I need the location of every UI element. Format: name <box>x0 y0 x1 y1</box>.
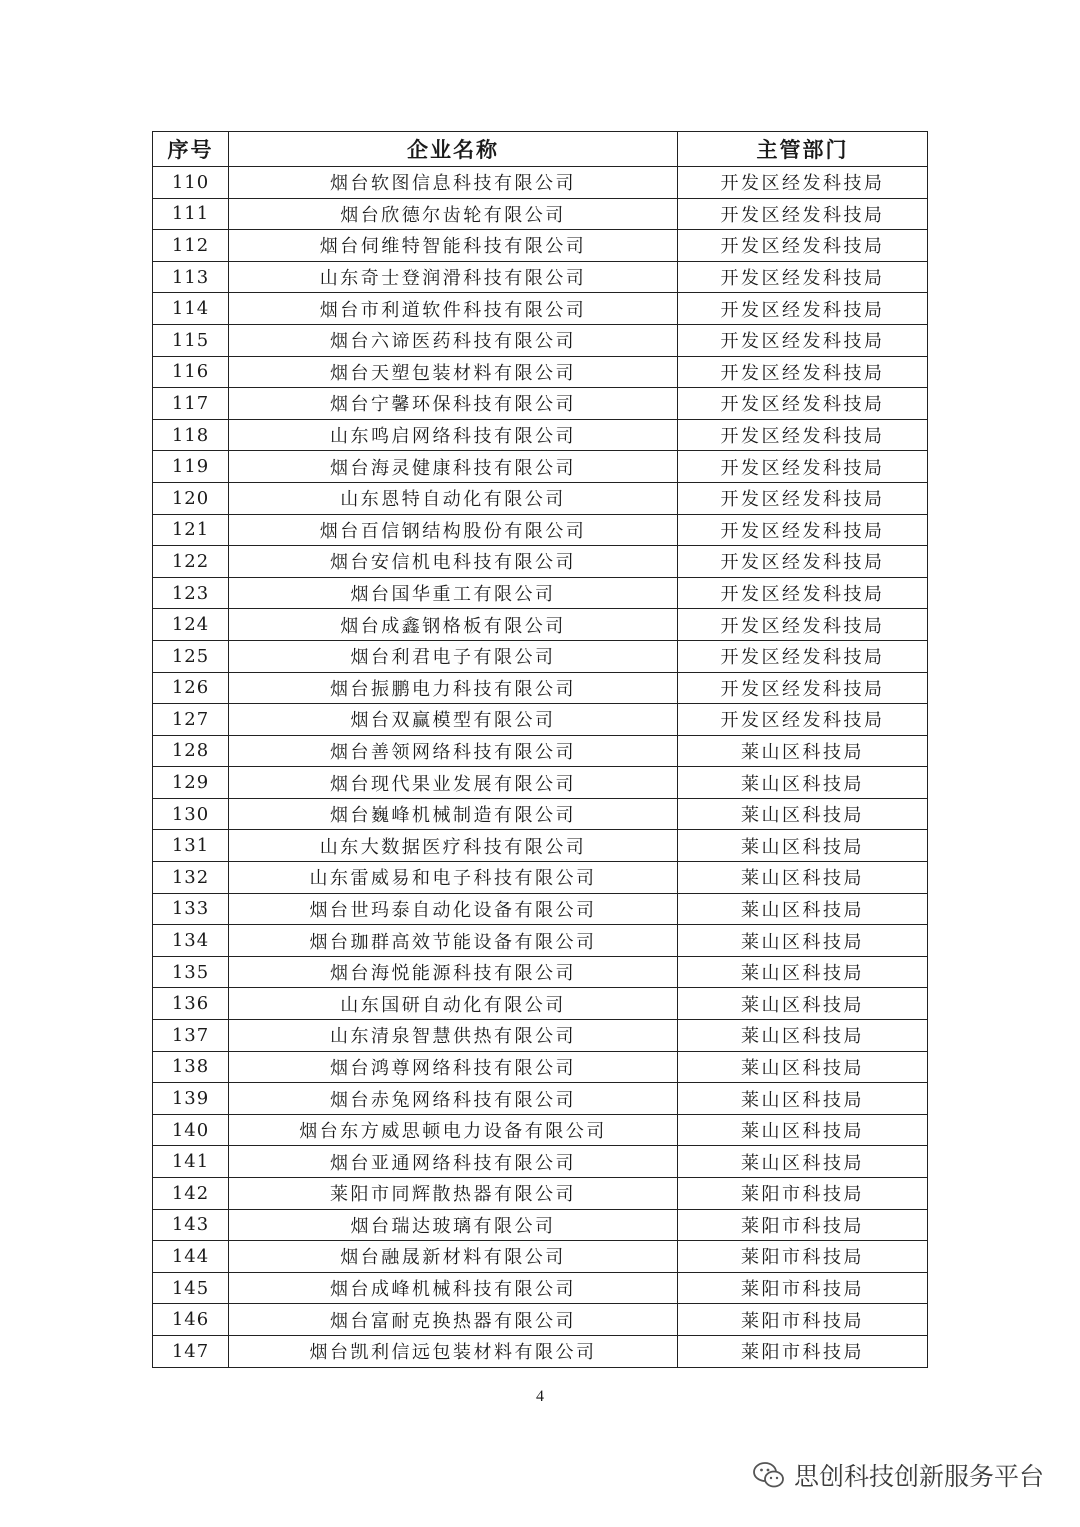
cell-company: 烟台瑞达玻璃有限公司 <box>229 1209 678 1241</box>
table-row <box>153 198 928 230</box>
cell-department: 莱阳市科技局 <box>678 1241 928 1273</box>
cell-company: 烟台成鑫钢格板有限公司 <box>229 609 678 641</box>
table-row <box>153 577 928 609</box>
table-row <box>153 704 928 736</box>
cell-company: 烟台国华重工有限公司 <box>229 577 678 609</box>
cell-company: 莱阳市同辉散热器有限公司 <box>229 1178 678 1210</box>
cell-serial: 137 <box>153 1020 229 1052</box>
cell-company: 烟台利君电子有限公司 <box>229 640 678 672</box>
cell-company: 山东清泉智慧供热有限公司 <box>229 1020 678 1052</box>
cell-serial: 138 <box>153 1051 229 1083</box>
table-row <box>153 230 928 262</box>
cell-serial: 129 <box>153 767 229 799</box>
cell-department: 莱山区科技局 <box>678 1020 928 1052</box>
table-row <box>153 767 928 799</box>
table-row <box>153 356 928 388</box>
cell-serial: 124 <box>153 609 229 641</box>
cell-serial: 120 <box>153 482 229 514</box>
table-row <box>153 798 928 830</box>
cell-department: 开发区经发科技局 <box>678 419 928 451</box>
cell-company: 烟台赤兔网络科技有限公司 <box>229 1083 678 1115</box>
cell-department: 开发区经发科技局 <box>678 672 928 704</box>
table-row <box>153 546 928 578</box>
cell-serial: 126 <box>153 672 229 704</box>
cell-company: 烟台百信钢结构股份有限公司 <box>229 514 678 546</box>
cell-department: 开发区经发科技局 <box>678 261 928 293</box>
cell-department: 莱山区科技局 <box>678 925 928 957</box>
cell-company: 山东鸣启网络科技有限公司 <box>229 419 678 451</box>
cell-department: 莱山区科技局 <box>678 1083 928 1115</box>
table-row <box>153 1020 928 1052</box>
table-header-row <box>153 132 928 167</box>
cell-serial: 147 <box>153 1335 229 1367</box>
table-row <box>153 609 928 641</box>
cell-serial: 125 <box>153 640 229 672</box>
cell-department: 莱山区科技局 <box>678 893 928 925</box>
table-row <box>153 167 928 199</box>
cell-serial: 121 <box>153 514 229 546</box>
table-row <box>153 293 928 325</box>
cell-department: 开发区经发科技局 <box>678 388 928 420</box>
cell-serial: 119 <box>153 451 229 483</box>
cell-department: 开发区经发科技局 <box>678 482 928 514</box>
table-row <box>153 988 928 1020</box>
table-row <box>153 735 928 767</box>
cell-serial: 132 <box>153 862 229 894</box>
cell-department: 开发区经发科技局 <box>678 324 928 356</box>
table-row <box>153 1304 928 1336</box>
cell-company: 烟台宁馨环保科技有限公司 <box>229 388 678 420</box>
cell-department: 开发区经发科技局 <box>678 609 928 641</box>
cell-department: 莱山区科技局 <box>678 1114 928 1146</box>
cell-company: 烟台安信机电科技有限公司 <box>229 546 678 578</box>
cell-company: 烟台现代果业发展有限公司 <box>229 767 678 799</box>
cell-department: 莱山区科技局 <box>678 1051 928 1083</box>
cell-department: 开发区经发科技局 <box>678 198 928 230</box>
cell-company: 山东奇士登润滑科技有限公司 <box>229 261 678 293</box>
cell-department: 莱山区科技局 <box>678 830 928 862</box>
table-row <box>153 1335 928 1367</box>
cell-department: 莱山区科技局 <box>678 988 928 1020</box>
cell-serial: 117 <box>153 388 229 420</box>
table-row <box>153 324 928 356</box>
cell-serial: 122 <box>153 546 229 578</box>
cell-serial: 142 <box>153 1178 229 1210</box>
cell-company: 烟台海悦能源科技有限公司 <box>229 956 678 988</box>
table-row <box>153 451 928 483</box>
cell-serial: 112 <box>153 230 229 262</box>
cell-serial: 111 <box>153 198 229 230</box>
table-row <box>153 514 928 546</box>
table-row <box>153 672 928 704</box>
cell-serial: 133 <box>153 893 229 925</box>
cell-department: 莱山区科技局 <box>678 956 928 988</box>
table-row <box>153 1241 928 1273</box>
table-row <box>153 893 928 925</box>
cell-serial: 115 <box>153 324 229 356</box>
watermark-text: 思创科技创新服务平台 <box>793 1462 1044 1491</box>
cell-company: 山东国研自动化有限公司 <box>229 988 678 1020</box>
cell-company: 烟台世玛泰自动化设备有限公司 <box>229 893 678 925</box>
cell-serial: 123 <box>153 577 229 609</box>
page-number: 4 <box>536 1388 544 1405</box>
cell-department: 开发区经发科技局 <box>678 640 928 672</box>
cell-serial: 141 <box>153 1146 229 1178</box>
cell-department: 莱阳市科技局 <box>678 1178 928 1210</box>
cell-serial: 116 <box>153 356 229 388</box>
cell-department: 开发区经发科技局 <box>678 704 928 736</box>
table-row <box>153 1272 928 1304</box>
cell-company: 烟台双赢模型有限公司 <box>229 704 678 736</box>
cell-department: 开发区经发科技局 <box>678 514 928 546</box>
cell-company: 烟台东方威思顿电力设备有限公司 <box>229 1114 678 1146</box>
cell-serial: 143 <box>153 1209 229 1241</box>
table-row <box>153 640 928 672</box>
cell-department: 开发区经发科技局 <box>678 230 928 262</box>
cell-serial: 144 <box>153 1241 229 1273</box>
cell-department: 开发区经发科技局 <box>678 546 928 578</box>
cell-department: 莱山区科技局 <box>678 767 928 799</box>
cell-company: 烟台巍峰机械制造有限公司 <box>229 798 678 830</box>
cell-department: 莱山区科技局 <box>678 798 928 830</box>
cell-department: 开发区经发科技局 <box>678 167 928 199</box>
table-body <box>153 167 928 1368</box>
cell-department: 莱阳市科技局 <box>678 1304 928 1336</box>
cell-company: 烟台善领网络科技有限公司 <box>229 735 678 767</box>
table-row <box>153 1051 928 1083</box>
table-row <box>153 956 928 988</box>
table-row <box>153 1083 928 1115</box>
company-table <box>152 131 928 1368</box>
cell-company: 烟台天塑包装材料有限公司 <box>229 356 678 388</box>
cell-serial: 128 <box>153 735 229 767</box>
header-department: 主管部门 <box>678 132 928 167</box>
cell-department: 莱阳市科技局 <box>678 1335 928 1367</box>
wechat-icon <box>752 1460 786 1490</box>
cell-company: 烟台珈群高效节能设备有限公司 <box>229 925 678 957</box>
cell-company: 烟台欣德尔齿轮有限公司 <box>229 198 678 230</box>
cell-company: 烟台融晟新材料有限公司 <box>229 1241 678 1273</box>
cell-department: 开发区经发科技局 <box>678 293 928 325</box>
cell-serial: 134 <box>153 925 229 957</box>
cell-department: 莱山区科技局 <box>678 735 928 767</box>
table-row <box>153 925 928 957</box>
cell-company: 山东雷威易和电子科技有限公司 <box>229 862 678 894</box>
cell-company: 烟台凯利信远包装材料有限公司 <box>229 1335 678 1367</box>
table-row <box>153 482 928 514</box>
cell-department: 莱山区科技局 <box>678 862 928 894</box>
cell-serial: 127 <box>153 704 229 736</box>
cell-department: 开发区经发科技局 <box>678 356 928 388</box>
cell-serial: 139 <box>153 1083 229 1115</box>
watermark <box>752 1457 1044 1493</box>
cell-company: 烟台亚通网络科技有限公司 <box>229 1146 678 1178</box>
cell-serial: 118 <box>153 419 229 451</box>
cell-company: 烟台富耐克换热器有限公司 <box>229 1304 678 1336</box>
cell-serial: 145 <box>153 1272 229 1304</box>
cell-department: 开发区经发科技局 <box>678 577 928 609</box>
table-row <box>153 1146 928 1178</box>
cell-department: 莱阳市科技局 <box>678 1209 928 1241</box>
table-row <box>153 261 928 293</box>
table-row <box>153 1209 928 1241</box>
cell-serial: 130 <box>153 798 229 830</box>
cell-serial: 113 <box>153 261 229 293</box>
cell-company: 烟台海灵健康科技有限公司 <box>229 451 678 483</box>
cell-company: 烟台伺维特智能科技有限公司 <box>229 230 678 262</box>
cell-company: 烟台振鹏电力科技有限公司 <box>229 672 678 704</box>
table-row <box>153 388 928 420</box>
cell-company: 山东大数据医疗科技有限公司 <box>229 830 678 862</box>
table-row <box>153 419 928 451</box>
cell-company: 烟台成峰机械科技有限公司 <box>229 1272 678 1304</box>
cell-department: 莱阳市科技局 <box>678 1272 928 1304</box>
table-row <box>153 862 928 894</box>
table-row <box>153 1178 928 1210</box>
table-row <box>153 1114 928 1146</box>
cell-department: 莱山区科技局 <box>678 1146 928 1178</box>
cell-serial: 114 <box>153 293 229 325</box>
cell-serial: 140 <box>153 1114 229 1146</box>
cell-company: 山东恩特自动化有限公司 <box>229 482 678 514</box>
header-company: 企业名称 <box>229 132 678 167</box>
table-row <box>153 830 928 862</box>
cell-company: 烟台市利道软件科技有限公司 <box>229 293 678 325</box>
cell-department: 开发区经发科技局 <box>678 451 928 483</box>
cell-serial: 146 <box>153 1304 229 1336</box>
cell-serial: 135 <box>153 956 229 988</box>
cell-serial: 136 <box>153 988 229 1020</box>
cell-serial: 110 <box>153 167 229 199</box>
cell-serial: 131 <box>153 830 229 862</box>
header-serial: 序号 <box>153 132 229 167</box>
cell-company: 烟台软图信息科技有限公司 <box>229 167 678 199</box>
cell-company: 烟台鸿尊网络科技有限公司 <box>229 1051 678 1083</box>
cell-company: 烟台六谛医药科技有限公司 <box>229 324 678 356</box>
